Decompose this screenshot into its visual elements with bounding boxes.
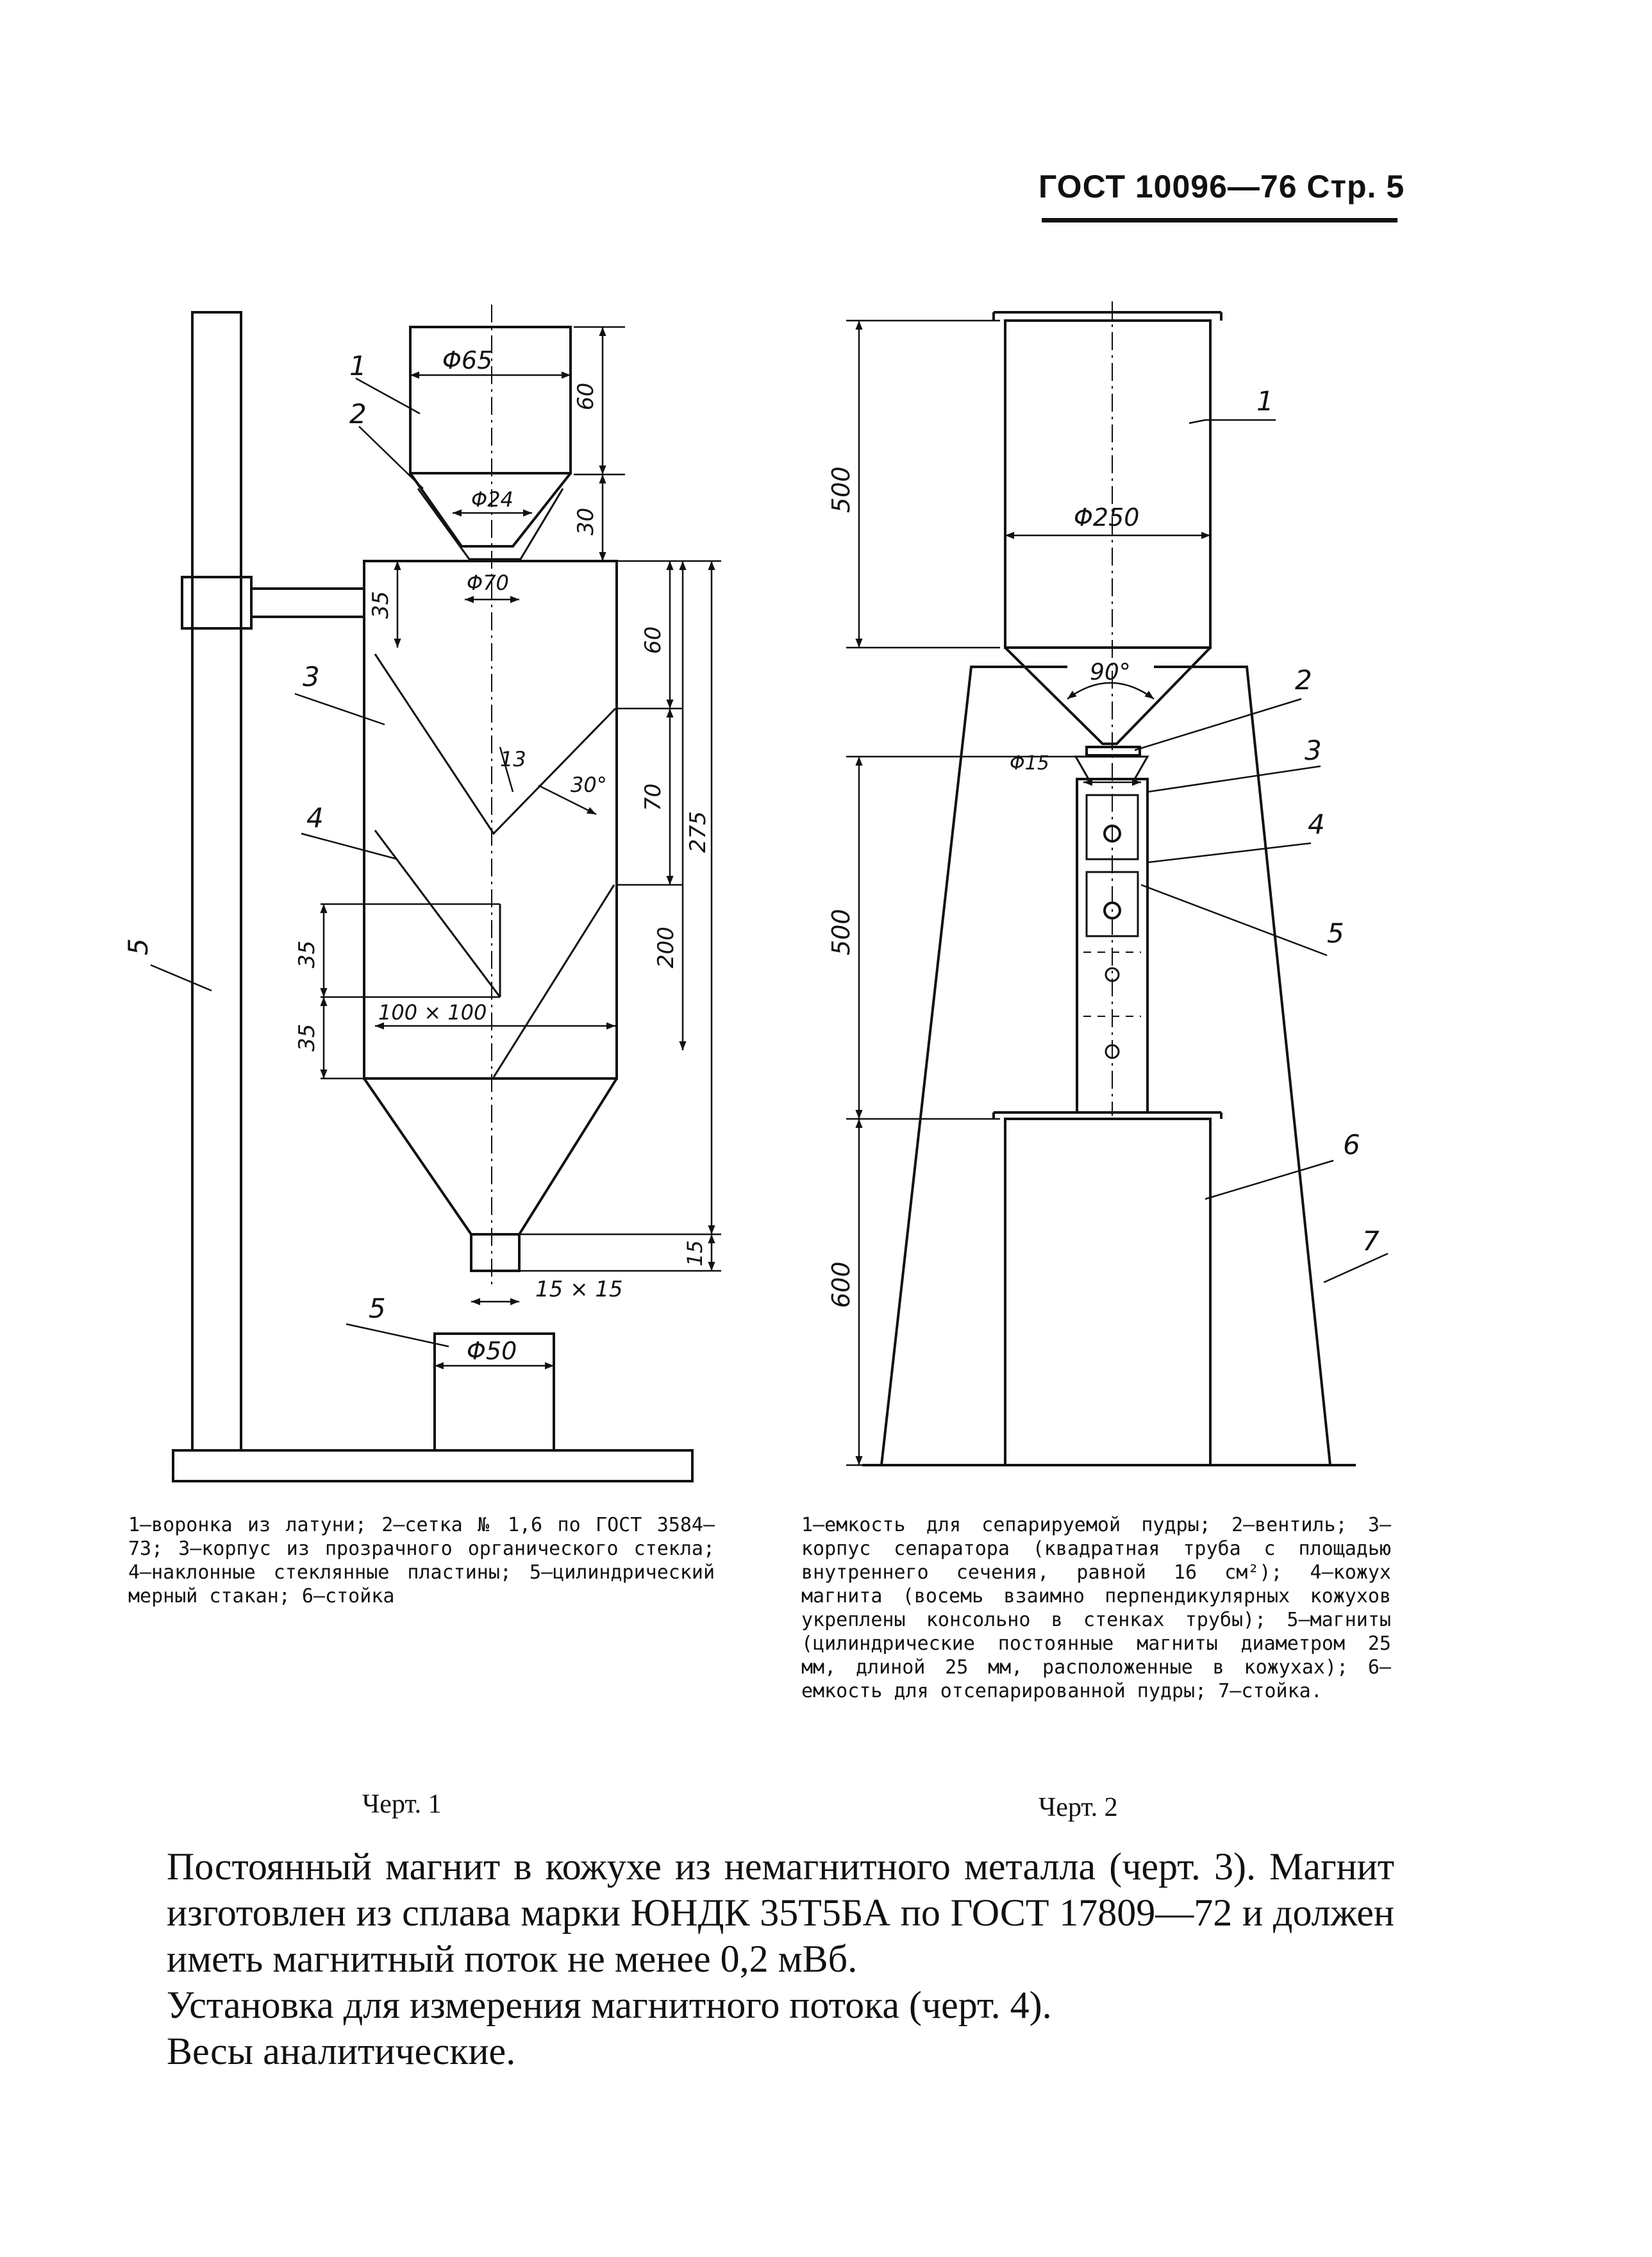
- fig1-dim-d70: Φ70: [467, 571, 509, 595]
- paragraph-scales: Весы аналитические.: [167, 2030, 516, 2072]
- fig1-label-4: 4: [306, 802, 324, 834]
- figure2-legend: 1—емкость для сепарируемой пудры; 2—вентиль; 3—корпус сепаратора (квадратная труба с площадью внутреннего сечения, равной 16 см²); 4—кожух магнита (восемь взаимно перпендикулярных кожухов укреплены консольно в стенках трубы); 5—магниты (цилиндрические постоянные магниты диаметром 25 мм, длиной 25 мм, расположенные в кожухах); 6—емкость для отсепарированной пудры; 7—стойка.: [801, 1514, 1391, 1702]
- figure2-labels: [827, 385, 1380, 1308]
- fig1-label-1: 1: [349, 350, 367, 382]
- fig1-dim-h35b: 35: [294, 940, 320, 968]
- fig2-label-7: 7: [1362, 1225, 1380, 1257]
- paragraph-magnet: Постоянный магнит в кожухе из немагнитного металла (черт. 3). Магнит изготовлен из сплава марки ЮНДК 35Т5БА по ГОСТ 17809—72 и должен иметь магнитный поток не менее 0,2 мВб.: [167, 1845, 1394, 1980]
- fig1-dim-ang30: 30°: [571, 773, 607, 797]
- fig1-label-5-stand: 5: [122, 938, 154, 955]
- paragraph-installation: Установка для измерения магнитного потока (черт. 4).: [167, 1984, 1052, 2026]
- fig2-label-3: 3: [1305, 735, 1322, 766]
- fig1-dim-h15: 15: [683, 1240, 707, 1266]
- fig1-dim-ang13: 13: [500, 747, 526, 771]
- fig1-dim-h275: 275: [685, 811, 711, 853]
- fig2-lower-container: [1005, 1119, 1210, 1465]
- fig1-dim-d50: Φ50: [467, 1337, 517, 1365]
- fig2-label-6: 6: [1343, 1129, 1360, 1161]
- fig2-dim-h500a: 500: [827, 466, 855, 513]
- fig1-label-3: 3: [303, 661, 320, 692]
- fig1-dim-h30: 30: [573, 507, 599, 535]
- fig1-dim-h60b: 60: [640, 626, 666, 654]
- figure1-caption: Черт. 1: [362, 1790, 442, 1819]
- fig1-dim-sq15: 15 × 15: [535, 1277, 623, 1302]
- fig1-stand-post: [192, 312, 241, 1450]
- fig1-dim-sq100: 100 × 100: [378, 1000, 487, 1025]
- fig2-label-2: 2: [1295, 664, 1312, 696]
- fig1-clamp-arm: [251, 589, 364, 617]
- fig1-outlet: [471, 1234, 519, 1271]
- figure1-labels: [122, 346, 711, 1365]
- fig2-dim-d250: Φ250: [1074, 503, 1140, 532]
- figure2-dimensions: [846, 321, 1388, 1465]
- fig1-dim-h60a: 60: [573, 382, 599, 410]
- figure1-legend: 1—воронка из латуни; 2—сетка № 1,6 по ГОСТ 3584—73; 3—корпус из прозрачного органического стекла; 4—наклонные стеклянные пластины; 5—цилиндрический мерный стакан; 6—стойка: [128, 1514, 715, 1607]
- fig1-base-plate: [173, 1450, 692, 1481]
- fig2-dim-h600: 600: [827, 1261, 855, 1308]
- fig2-label-5: 5: [1327, 918, 1344, 949]
- fig1-label-2: 2: [349, 398, 367, 430]
- fig1-dim-d65: Φ65: [442, 346, 493, 374]
- fig1-dim-h35c: 35: [294, 1023, 320, 1052]
- fig1-label-5-cup: 5: [369, 1293, 386, 1324]
- figure2-drawing: [862, 301, 1356, 1465]
- fig2-label-1: 1: [1256, 385, 1274, 417]
- fig1-lower-cone: [364, 1078, 617, 1234]
- figure1-dimensions: [151, 327, 721, 1366]
- fig1-dim-d24: Φ24: [471, 487, 513, 512]
- figure1-drawing: [173, 305, 692, 1481]
- body-text: [167, 1843, 1394, 2074]
- fig1-dim-h35a: 35: [368, 591, 394, 619]
- fig2-stand: [862, 667, 1356, 1465]
- figure2-caption: Черт. 2: [1039, 1793, 1118, 1822]
- fig1-dim-h70: 70: [640, 783, 666, 811]
- fig2-dim-d15: Φ15: [1010, 752, 1049, 775]
- fig2-label-4: 4: [1308, 809, 1325, 840]
- fig2-valve: [1087, 747, 1140, 755]
- fig2-dim-h500b: 500: [827, 909, 855, 955]
- fig1-dim-h200: 200: [653, 927, 679, 968]
- fig2-dim-ang90: 90°: [1090, 659, 1131, 685]
- page-header: ГОСТ 10096—76 Стр. 5: [1039, 169, 1405, 205]
